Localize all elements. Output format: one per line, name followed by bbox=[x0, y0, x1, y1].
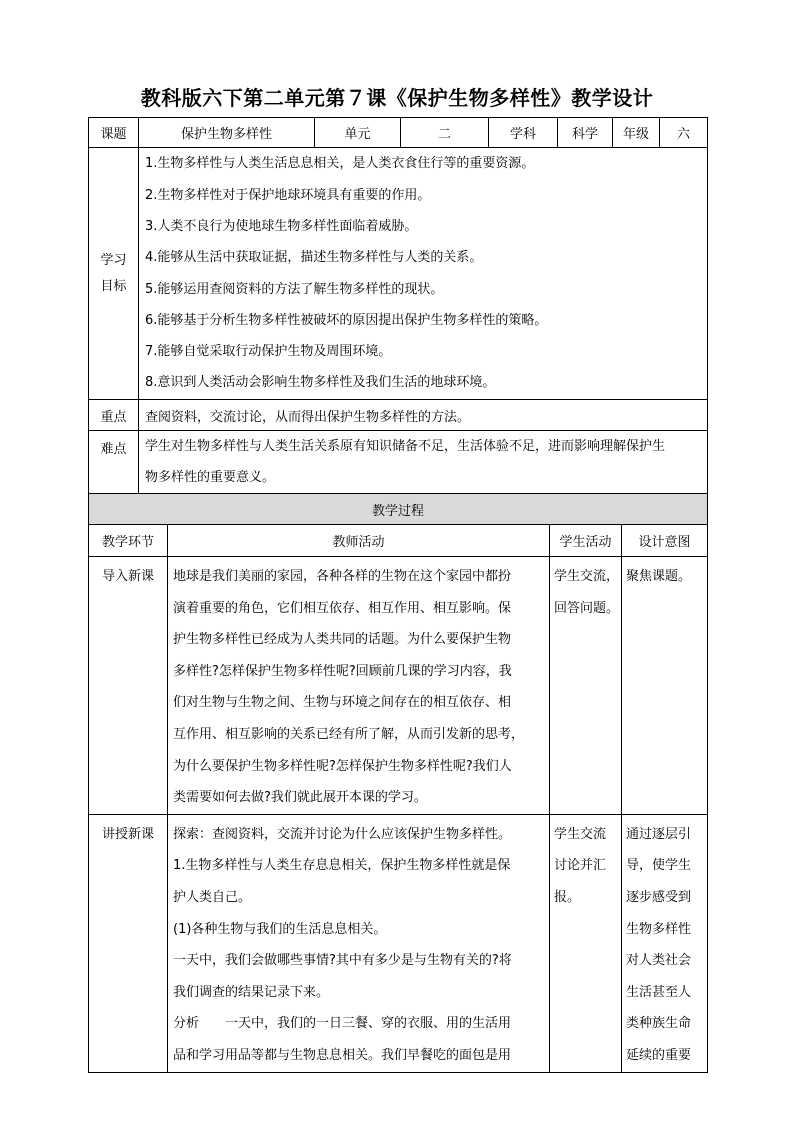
goal-item: 6.能够基于分析生物多样性被破坏的原因提出保护生物多样性的策略。 bbox=[145, 312, 548, 328]
stage-cell: 讲授新课 bbox=[89, 814, 168, 1072]
subject-label: 学科 bbox=[489, 118, 558, 148]
design-intent bbox=[622, 814, 708, 1072]
unit-value: 二 bbox=[401, 118, 489, 148]
teacher-line: 地球是我们美丽的家园，各种各样的生物在这个家园中都扮 bbox=[173, 569, 512, 584]
unit-label: 单元 bbox=[315, 118, 401, 148]
goal-item: 5.能够运用查阅资料的方法了解生物多样性的现状。 bbox=[145, 281, 444, 297]
difficulty-row bbox=[89, 431, 708, 495]
goal-item: 4.能够从生活中获取证据，描述生物多样性与人类的关系。 bbox=[145, 250, 483, 266]
teacher-line: 1.生物多样性与人类生存息息相关，保护生物多样性就是保 bbox=[173, 858, 511, 874]
student-line: 学生交流 bbox=[554, 826, 607, 842]
subject-value: 科学 bbox=[558, 118, 613, 148]
goal-item: 7.能够自觉采取行动保护生物及周围环境。 bbox=[145, 344, 392, 360]
intent-line: 逐步感受到 bbox=[626, 889, 692, 905]
intent-line: 聚焦课题。 bbox=[626, 569, 692, 584]
teacher-line: 互作用、相互影响的关系已经有所了解，从而引发新的思考， bbox=[173, 726, 525, 742]
goals-row bbox=[89, 148, 708, 400]
goal-item: 1.生物多样性与人类生活息息相关，是人类衣食住行等的重要资源。 bbox=[145, 156, 535, 172]
difficulty-label: 难点 bbox=[89, 431, 139, 495]
teacher-line: 类需要如何去做?我们就此展开本课的学习。 bbox=[173, 790, 427, 806]
process-columns-row bbox=[89, 525, 708, 557]
teacher-activity bbox=[168, 814, 550, 1072]
grade-value: 六 bbox=[660, 118, 708, 148]
teacher-line: 护人类自己。 bbox=[173, 889, 252, 905]
process-header-row bbox=[89, 494, 708, 525]
teacher-activity bbox=[168, 557, 550, 815]
stage-cell: 导入新课 bbox=[89, 557, 168, 815]
teacher-line: 多样性?怎样保护生物多样性呢?回顾前几课的学习内容，我 bbox=[173, 663, 512, 679]
teacher-line: 演着重要的角色，它们相互依存、相互作用、相互影响。保 bbox=[173, 600, 512, 616]
student-line: 回答问题。 bbox=[554, 600, 620, 616]
key-point-row bbox=[89, 400, 708, 431]
col-student-header: 学生活动 bbox=[550, 525, 622, 557]
difficulty-text bbox=[139, 431, 708, 495]
intent-line: 类种族生命 bbox=[626, 1016, 692, 1032]
goals-label bbox=[89, 148, 139, 400]
student-line: 讨论并汇 bbox=[554, 858, 607, 874]
goals-label-line2: 目标 bbox=[100, 278, 127, 294]
student-activity bbox=[550, 557, 622, 815]
intent-line: 对人类社会 bbox=[626, 953, 692, 969]
teacher-line: 一天中，我们会做哪些事情?其中有多少是与生物有关的?将 bbox=[173, 953, 512, 969]
process-row bbox=[89, 557, 708, 815]
difficulty-line: 物多样性的重要意义。 bbox=[145, 470, 276, 486]
student-activity bbox=[550, 814, 622, 1072]
key-point-text: 查阅资料，交流讨论，从而得出保护生物多样性的方法。 bbox=[139, 400, 708, 431]
goal-item: 3.人类不良行为使地球生物多样性面临着威胁。 bbox=[145, 218, 418, 234]
teacher-line: (1)各种生物与我们的生活息息相关。 bbox=[173, 921, 387, 937]
info-row bbox=[89, 118, 708, 148]
goals-list bbox=[139, 148, 708, 400]
process-table bbox=[88, 493, 708, 1073]
col-intent-header: 设计意图 bbox=[622, 525, 708, 557]
page-title: 教科版六下第二单元第７课《保护生物多样性》教学设计 bbox=[140, 86, 654, 110]
grade-label: 年级 bbox=[613, 118, 660, 148]
student-line: 学生交流， bbox=[554, 569, 620, 584]
topic-label: 课题 bbox=[89, 118, 139, 148]
teacher-line: 我们调查的结果记录下来。 bbox=[173, 984, 330, 1000]
process-header: 教学过程 bbox=[89, 494, 708, 525]
teacher-line: 护生物多样性已经成为人类共同的话题。为什么要保护生物 bbox=[173, 632, 512, 648]
intent-line: 生物多样性 bbox=[626, 921, 692, 937]
design-intent bbox=[622, 557, 708, 815]
topic-value: 保护生物多样性 bbox=[139, 118, 315, 148]
intent-line: 延续的重要 bbox=[626, 1047, 692, 1063]
difficulty-line: 学生对生物多样性与人类生活关系原有知识储备不足，生活体验不足，进而影响理解保护生 bbox=[145, 439, 666, 454]
teacher-line: 探索：查阅资料，交流并讨论为什么应该保护生物多样性。 bbox=[173, 826, 512, 842]
teacher-line: 品和学习用品等都与生物息息相关。我们早餐吃的面包是用 bbox=[173, 1047, 512, 1063]
student-line: 报。 bbox=[554, 889, 581, 905]
intent-line: 通过逐层引 bbox=[626, 826, 692, 842]
col-teacher-header: 教师活动 bbox=[168, 525, 550, 557]
teacher-line: 分析 一天中，我们的一日三餐、穿的衣服、用的生活用 bbox=[173, 1016, 512, 1032]
process-row bbox=[89, 814, 708, 1072]
teacher-line: 们对生物与生物之间、生物与环境之间存在的相互依存、相 bbox=[173, 695, 512, 711]
intent-line: 导，使学生 bbox=[626, 858, 692, 874]
info-table bbox=[88, 117, 708, 495]
intent-line: 生活甚至人 bbox=[626, 984, 692, 1000]
teacher-line: 为什么要保护生物多样性呢?怎样保护生物多样性呢?我们人 bbox=[173, 758, 512, 774]
key-point-label: 重点 bbox=[89, 400, 139, 431]
col-stage-header: 教学环节 bbox=[89, 525, 168, 557]
goal-item: 2.生物多样性对于保护地球环境具有重要的作用。 bbox=[145, 187, 431, 203]
goals-label-line1: 学习 bbox=[100, 252, 127, 268]
goal-item: 8.意识到人类活动会影响生物多样性及我们生活的地球环境。 bbox=[145, 375, 496, 391]
